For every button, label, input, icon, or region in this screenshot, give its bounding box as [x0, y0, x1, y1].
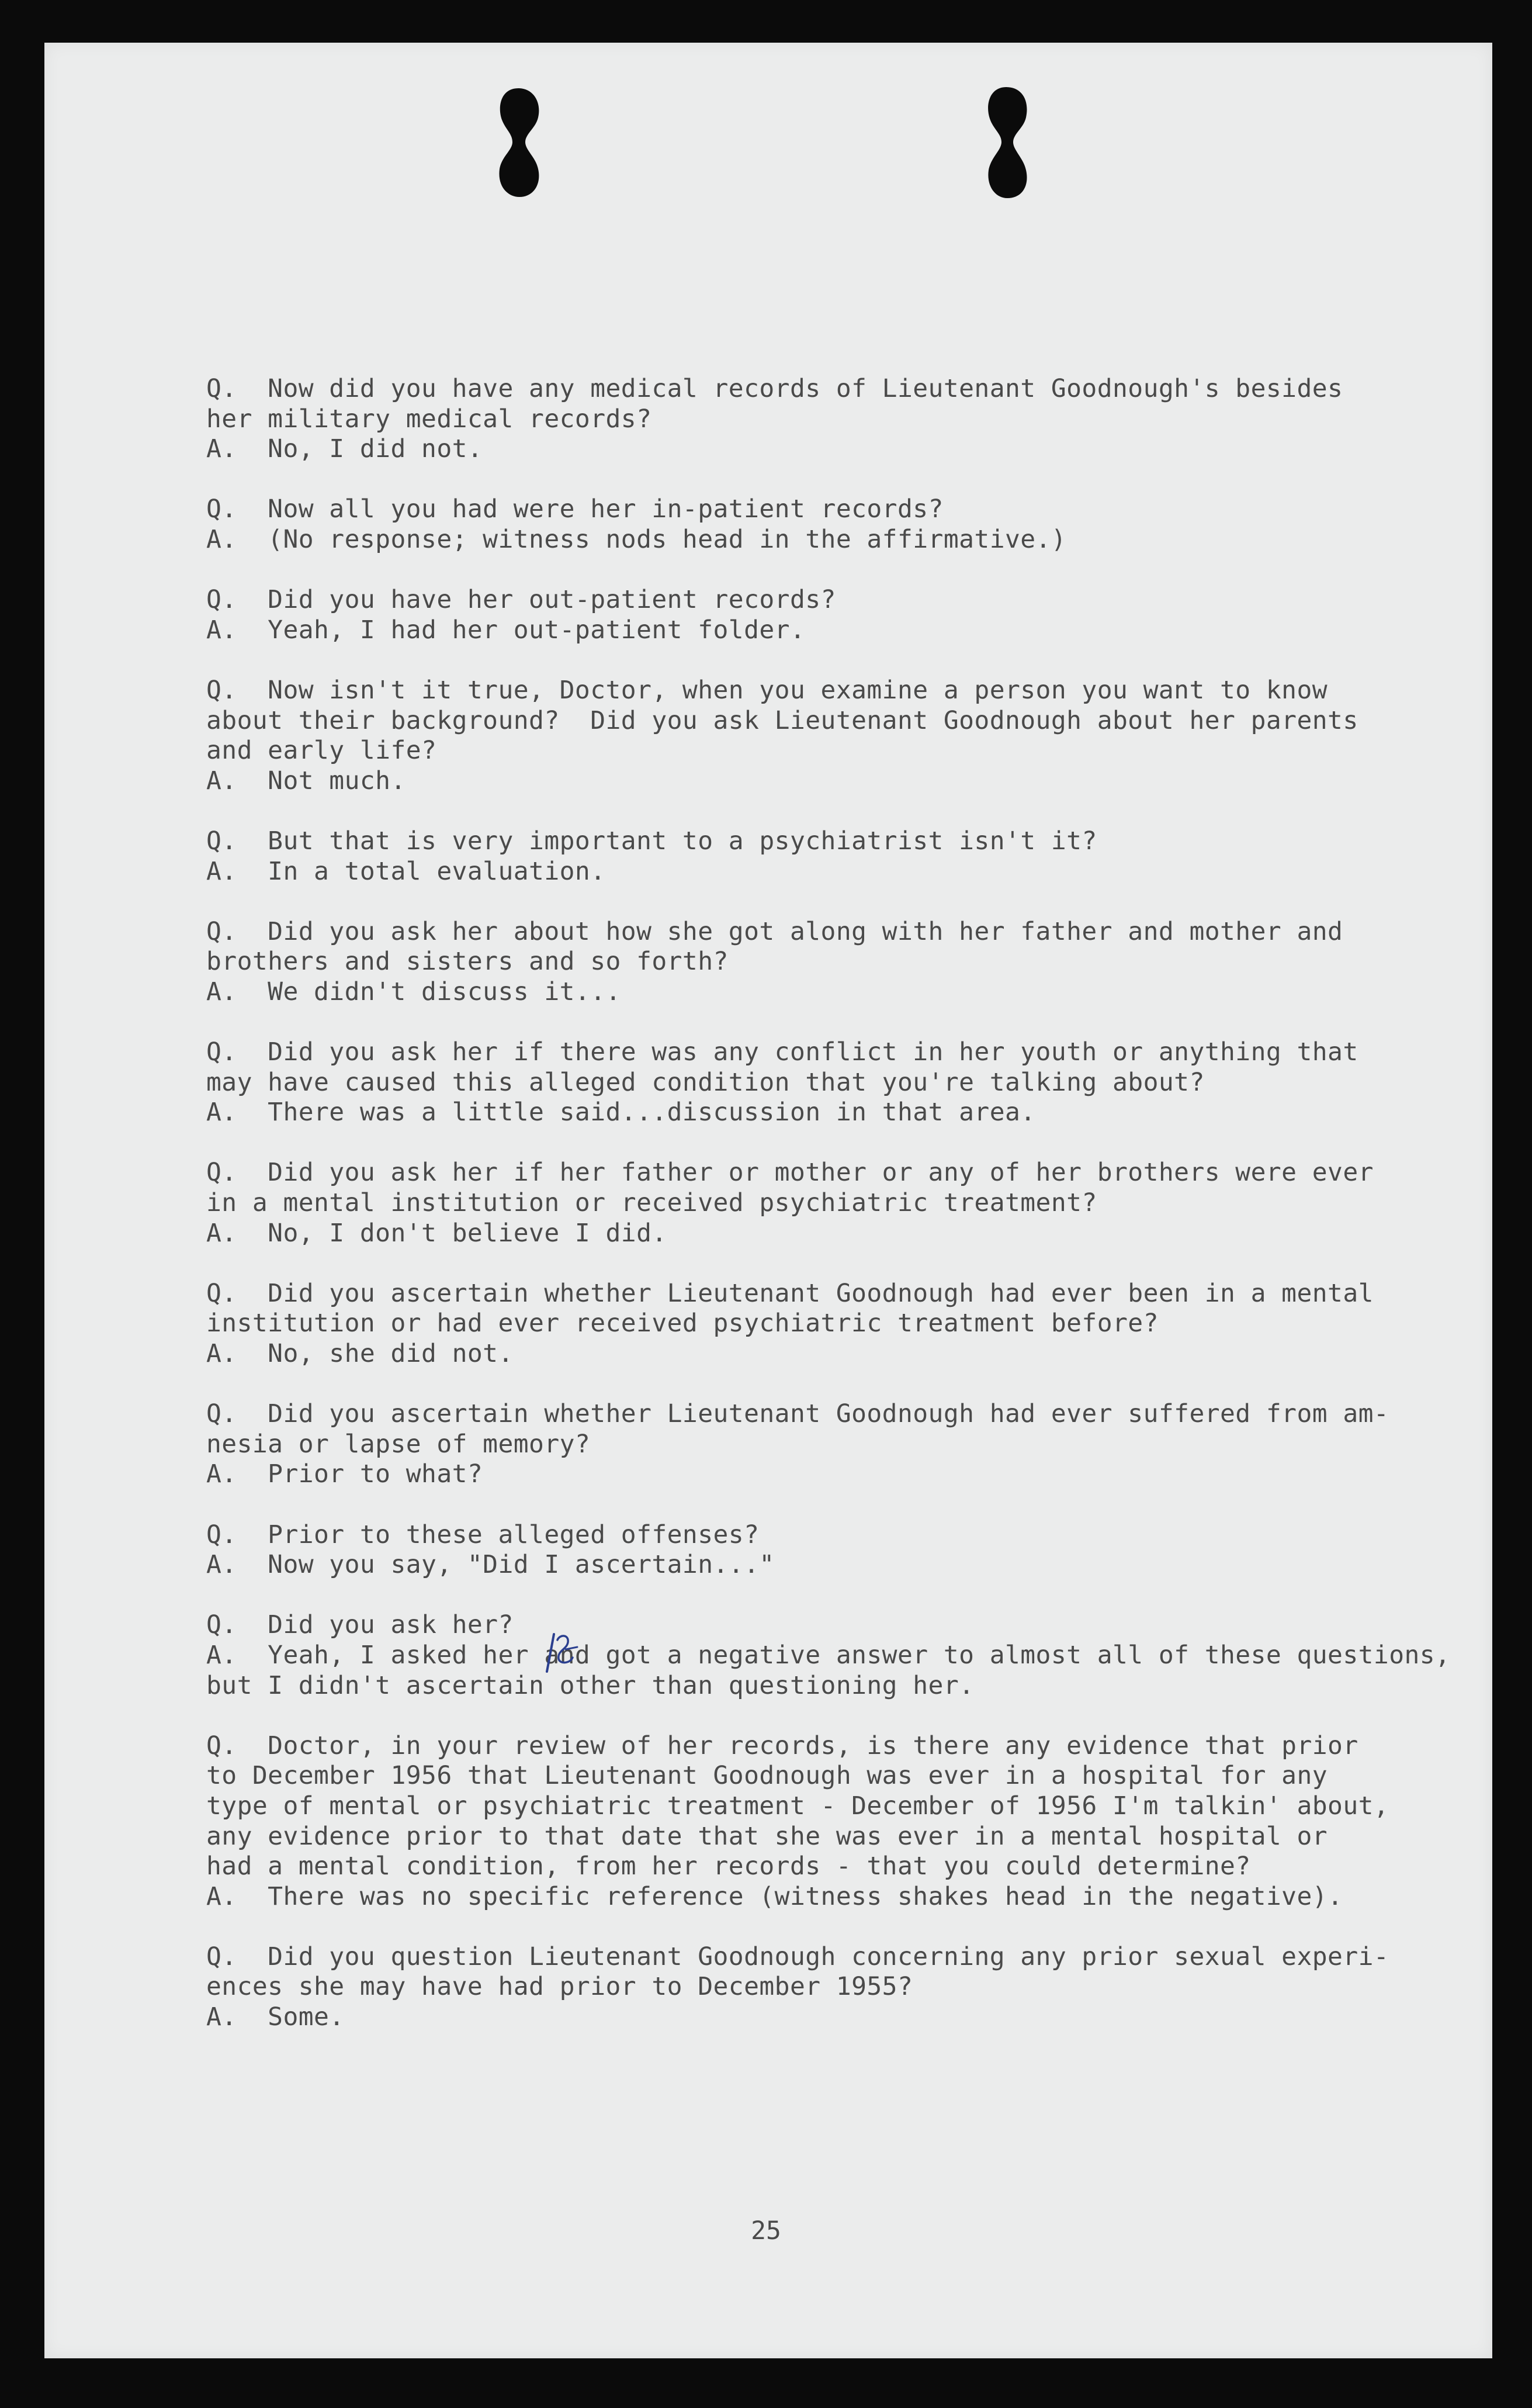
qa-block: [206, 1399, 1433, 1490]
answer-line: A. We didn't discuss it...: [206, 977, 621, 1006]
answer-line: A. Yeah, I had her out-patient folder.: [206, 615, 806, 645]
page-number: 25: [751, 2216, 781, 2246]
continuation-line: may have caused this alleged condition that you're talking about?: [206, 1067, 1205, 1097]
qa-block: [206, 1942, 1433, 2033]
answer-line: A. Yeah, I asked her and got a negative answer to almost all of these questions,: [206, 1640, 1451, 1670]
question-line: Q. Prior to these alleged offenses?: [206, 1520, 760, 1549]
answer-line: A. There was no specific reference (witness shakes head in the negative).: [206, 1881, 1343, 1911]
qa-block: [206, 1279, 1433, 1369]
handwritten-initials-icon: [536, 1626, 583, 1679]
answer-line: A. There was a little said...discussion in that area.: [206, 1098, 1036, 1127]
question-line: Q. Did you ask her about how she got along with her father and mother and: [206, 916, 1343, 946]
continuation-line: ences she may have had prior to December 1955?: [206, 1972, 913, 2002]
question-line: Q. Now all you had were her in-patient records?: [206, 494, 944, 524]
qa-block: [206, 1610, 1451, 1701]
question-line: Q. Did you ascertain whether Lieutenant Goodnough had ever suffered from am-: [206, 1399, 1389, 1429]
answer-line: A. Some.: [206, 2002, 345, 2032]
question-line: Q. Did you ascertain whether Lieutenant Goodnough had ever been in a mental: [206, 1278, 1374, 1308]
continuation-line: any evidence prior to that date that she was ever in a mental hospital or: [206, 1821, 1328, 1851]
continuation-line: nesia or lapse of memory?: [206, 1429, 591, 1459]
qa-block: [206, 1037, 1433, 1128]
qa-block: [206, 917, 1433, 1008]
question-line: Q. But that is very important to a psychiatrist isn't it?: [206, 826, 1097, 856]
continuation-line: type of mental or psychiatric treatment - December of 1956 I'm talkin' about,: [206, 1791, 1389, 1821]
answer-line: A. No, she did not.: [206, 1339, 514, 1368]
qa-block: [206, 374, 1433, 465]
question-line: Q. Did you have her out-patient records?: [206, 585, 836, 615]
continuation-line: but I didn't ascertain other than questioning her.: [206, 1670, 975, 1700]
continuation-line: institution or had ever received psychiatric treatment before?: [206, 1309, 1159, 1338]
question-line: Q. Did you ask her?: [206, 1610, 514, 1640]
transcript-body: [206, 374, 1451, 2063]
continuation-line: about their background? Did you ask Lieutenant Goodnough about her parents: [206, 705, 1358, 735]
answer-line: A. Now you say, "Did I ascertain...": [206, 1550, 775, 1580]
qa-block: [206, 1158, 1433, 1248]
question-line: Q. Did you ask her if there was any conflict in her youth or anything that: [206, 1037, 1358, 1067]
qa-block: [206, 826, 1433, 887]
answer-line: A. (No response; witness nods head in the affirmative.): [206, 524, 1067, 554]
qa-block: [206, 676, 1433, 796]
qa-block: [206, 585, 1433, 645]
continuation-line: to December 1956 that Lieutenant Goodnough was ever in a hospital for any: [206, 1761, 1328, 1791]
answer-line: A. No, I did not.: [206, 434, 483, 464]
punch-hole-left-icon: [489, 84, 547, 200]
continuation-line: and early life?: [206, 736, 437, 766]
answer-line: A. Prior to what?: [206, 1459, 483, 1489]
continuation-line: in a mental institution or received psychiatric treatment?: [206, 1188, 1097, 1218]
continuation-line: brothers and sisters and so forth?: [206, 947, 729, 977]
question-line: Q. Did you ask her if her father or mother or any of her brothers were ever: [206, 1158, 1374, 1188]
punch-hole-right-icon: [977, 84, 1035, 200]
question-line: Q. Now did you have any medical records of Lieutenant Goodnough's besides: [206, 374, 1343, 403]
answer-line: A. In a total evaluation.: [206, 856, 606, 886]
question-line: Q. Doctor, in your review of her records, is there any evidence that prior: [206, 1731, 1358, 1760]
answer-line: A. No, I don't believe I did.: [206, 1218, 667, 1248]
continuation-line: had a mental condition, from her records - that you could determine?: [206, 1852, 1251, 1881]
continuation-line: her military medical records?: [206, 404, 652, 434]
question-line: Q. Now isn't it true, Doctor, when you examine a person you want to know: [206, 675, 1328, 705]
answer-line: A. Not much.: [206, 766, 406, 795]
question-line: Q. Did you question Lieutenant Goodnough concerning any prior sexual experi-: [206, 1942, 1389, 1971]
qa-block: [206, 1520, 1433, 1580]
qa-block: [206, 494, 1433, 555]
qa-block: [206, 1731, 1433, 1912]
